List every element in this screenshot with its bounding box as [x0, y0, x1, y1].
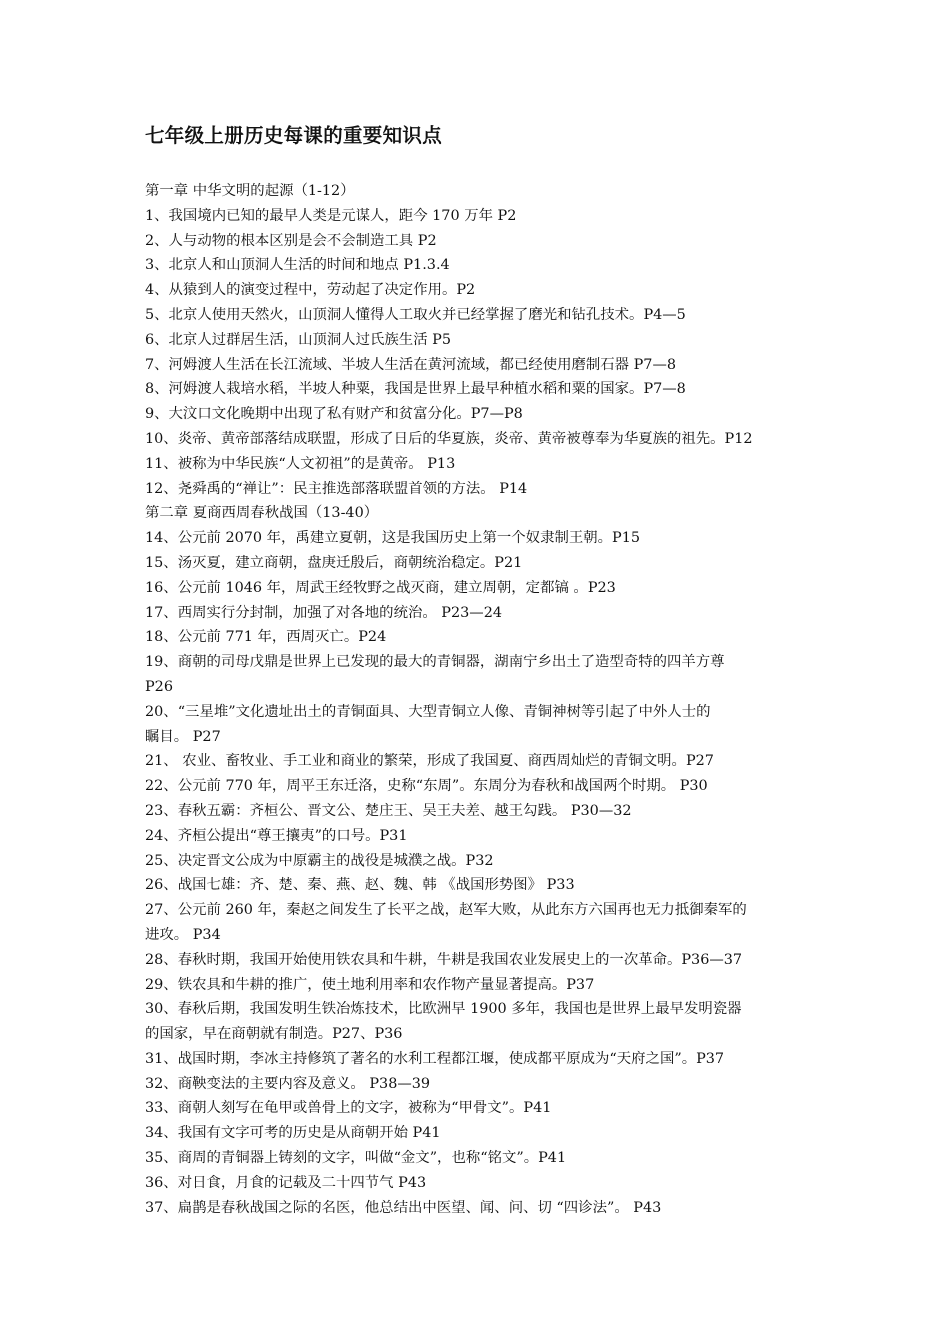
- knowledge-point-line: 5、北京人使用天然火，山顶洞人懂得人工取火并已经掌握了磨光和钻孔技术。P4—5: [145, 306, 686, 323]
- knowledge-point-line: 30、春秋后期，我国发明生铁冶炼技术，比欧洲早 1900 多年，我国也是世界上最早发明瓷器: [145, 1001, 742, 1018]
- knowledge-point-line: 3、北京人和山顶洞人生活的时间和地点 P1.3.4: [145, 257, 450, 274]
- knowledge-point-line: 的国家，早在商朝就有制造。P27、P36: [145, 1026, 403, 1043]
- knowledge-point-line: 27、公元前 260 年，秦赵之间发生了长平之战，赵军大败，从此东方六国再也无力抵御秦军的: [145, 902, 747, 919]
- knowledge-point-line: 22、公元前 770 年，周平王东迁洛，史称“东周”。东周分为春秋和战国两个时期。 P30: [145, 778, 708, 795]
- knowledge-point-line: 19、商朝的司母戊鼎是世界上已发现的最大的青铜器，湖南宁乡出土了造型奇特的四羊方尊: [145, 654, 725, 671]
- knowledge-point-line: 9、大汶口文化晚期中出现了私有财产和贫富分化。P7—P8: [145, 406, 523, 423]
- knowledge-point-line: 35、商周的青铜器上铸刻的文字，叫做“金文”，也称“铭文”。P41: [145, 1150, 567, 1167]
- knowledge-point-line: 29、铁农具和牛耕的推广，使土地利用率和农作物产量显著提高。P37: [145, 976, 595, 993]
- knowledge-point-line: 32、商鞅变法的主要内容及意义。 P38—39: [145, 1075, 431, 1092]
- knowledge-point-line: 7、河姆渡人生活在长江流域、半坡人生活在黄河流域，都已经使用磨制石器 P7—8: [145, 356, 677, 373]
- knowledge-point-line: 21、 农业、畜牧业、手工业和商业的繁荣，形成了我国夏、商西周灿烂的青铜文明。P27: [145, 753, 714, 770]
- knowledge-point-line: 1、我国境内已知的最早人类是元谋人，距今 170 万年 P2: [145, 207, 517, 224]
- knowledge-point-line: 10、炎帝、黄帝部落结成联盟，形成了日后的华夏族，炎帝、黄帝被尊奉为华夏族的祖先。P12: [145, 430, 753, 447]
- knowledge-point-line: 16、公元前 1046 年，周武王经牧野之战灭商，建立周朝，定都镐 。P23: [145, 579, 616, 596]
- chapter-heading: 第一章 中华文明的起源（1-12）: [145, 183, 355, 199]
- knowledge-point-line: 18、公元前 771 年，西周灭亡。P24: [145, 629, 387, 646]
- knowledge-point-line: 33、商朝人刻写在龟甲或兽骨上的文字，被称为“甲骨文”。P41: [145, 1100, 552, 1117]
- knowledge-point-line: 31、战国时期，李冰主持修筑了著名的水利工程都江堰，使成都平原成为“天府之国”。P37: [145, 1050, 725, 1067]
- knowledge-point-line: 37、扁鹊是春秋战国之际的名医，他总结出中医望、闻、问、切 “四诊法”。 P43: [145, 1199, 662, 1216]
- knowledge-point-line: 20、“三星堆”文化遗址出土的青铜面具、大型青铜立人像、青铜神树等引起了中外人士的: [145, 703, 711, 720]
- knowledge-point-line: 15、汤灭夏，建立商朝，盘庚迁殷后，商朝统治稳定。P21: [145, 554, 523, 571]
- knowledge-point-line: 2、人与动物的根本区别是会不会制造工具 P2: [145, 232, 437, 249]
- knowledge-point-line: 6、北京人过群居生活，山顶洞人过氏族生活 P5: [145, 331, 451, 348]
- knowledge-point-line: 25、决定晋文公成为中原霸主的战役是城濮之战。P32: [145, 852, 494, 869]
- knowledge-point-line: 4、从猿到人的演变过程中，劳动起了决定作用。P2: [145, 282, 476, 299]
- knowledge-point-line: 34、我国有文字可考的历史是从商朝开始 P41: [145, 1125, 441, 1142]
- knowledge-point-line: 23、春秋五霸：齐桓公、晋文公、楚庄王、吴王夫差、越王勾践。 P30—32: [145, 802, 632, 819]
- knowledge-point-line: 11、被称为中华民族“人文初祖”的是黄帝。 P13: [145, 455, 456, 472]
- knowledge-point-line: 17、西周实行分封制，加强了对各地的统治。 P23—24: [145, 604, 503, 621]
- knowledge-point-line: 36、对日食，月食的记载及二十四节气 P43: [145, 1174, 427, 1191]
- chapter-heading: 第二章 夏商西周春秋战国（13-40）: [145, 505, 379, 522]
- knowledge-point-line: 8、河姆渡人栽培水稻，半坡人种粟，我国是世界上最早种植水稻和粟的国家。P7—8: [145, 381, 686, 398]
- knowledge-point-line: 进攻。 P34: [145, 926, 221, 943]
- knowledge-point-line: 28、春秋时期，我国开始使用铁农具和牛耕，牛耕是我国农业发展史上的一次革命。P36—37: [145, 951, 743, 968]
- knowledge-point-line: 14、公元前 2070 年，禹建立夏朝，这是我国历史上第一个奴隶制王朝。P15: [145, 530, 641, 547]
- knowledge-point-line: P26: [145, 678, 173, 695]
- knowledge-point-line: 26、战国七雄：齐、楚、秦、燕、赵、魏、韩 《战国形势图》 P33: [145, 877, 575, 894]
- document-title: 七年级上册历史每课的重要知识点: [145, 124, 443, 147]
- knowledge-point-line: 24、齐桓公提出“尊王攘夷”的口号。P31: [145, 827, 408, 844]
- knowledge-point-list: [145, 179, 810, 1220]
- knowledge-point-line: 12、尧舜禹的“禅让”：民主推选部落联盟首领的方法。 P14: [145, 480, 528, 497]
- knowledge-point-line: 瞩目。 P27: [145, 728, 221, 745]
